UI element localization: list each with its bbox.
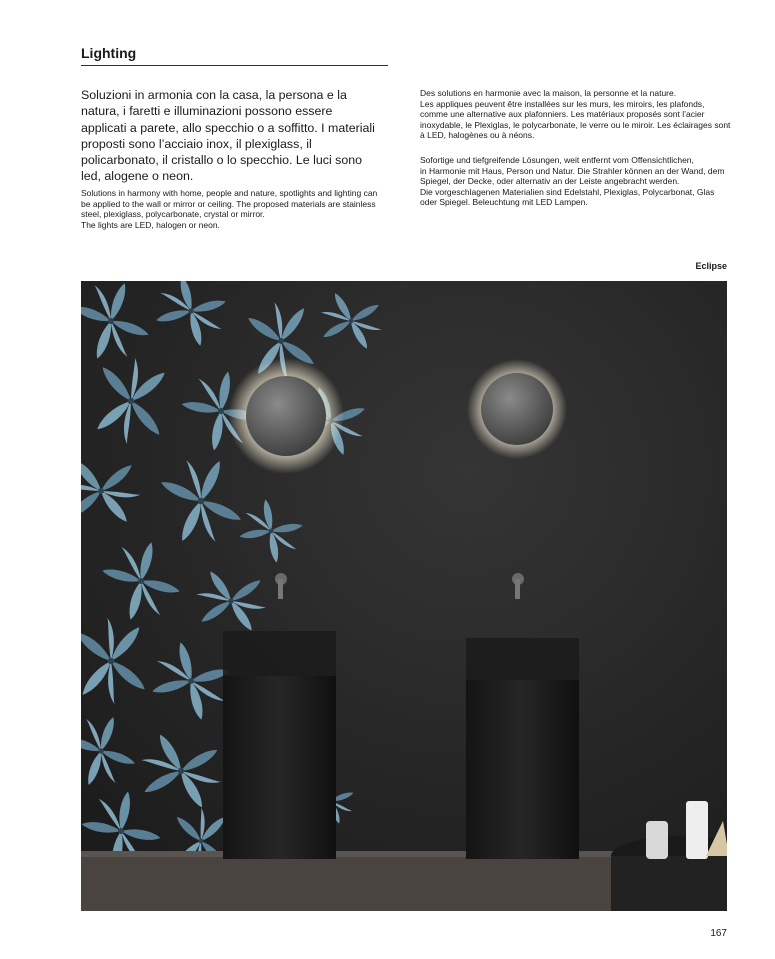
italian-paragraph: Soluzioni in armonia con la casa, la persona e la natura, i faretti e illuminazioni possono essere applicati a parete, allo specchio o a soffitto. I materiali proposti sono l’acciaio inox, il plexiglass, il policarbonato, il cristallo o lo specchio. Le luci sono led, alogene o neon. xyxy=(81,88,375,184)
wall-light-left xyxy=(228,358,344,474)
wall-texture xyxy=(81,281,727,911)
english-paragraph xyxy=(81,188,386,230)
english-line-2: The lights are LED, halogen or neon. xyxy=(81,219,220,230)
washbasin-left xyxy=(223,631,336,859)
photo-caption: Eclipse xyxy=(695,261,727,271)
german-line-3: Die vorgeschlagenen Materialien sind Edelstahl, Plexiglas, Polycarbonat, Glas oder Spiegel. Beleuchtung mit LED Lampen. xyxy=(420,186,715,208)
section-title: Lighting xyxy=(81,45,137,61)
bathroom-lighting-photo xyxy=(81,281,727,911)
french-line-2: Les appliques peuvent être installées sur les murs, les miroirs, les plafonds, comme une alternative aux plafonniers. Les matériaux proposés sont l’acier inoxydable, le Plexiglas, le polycarbonate, le verre ou le miroir. Les éclairages sont à LED, halogènes ou à néons. xyxy=(420,98,731,141)
german-paragraph xyxy=(420,155,732,208)
washbasin-right xyxy=(466,638,579,859)
side-table xyxy=(611,836,727,911)
english-line-1: Solutions in harmony with home, people and nature, spotlights and lighting can be applied to the wall or mirror or ceiling. The proposed materials are stainless steel, plexiglass, polycarbonate, crystal or mirror. xyxy=(81,188,378,220)
german-line-1: Sofortige und tiefgreifende Lösungen, weit entfernt vom Offensichtlichen, xyxy=(420,155,694,165)
page-number: 167 xyxy=(710,928,727,939)
french-line-1: Des solutions en harmonie avec la maison, la personne et la nature. xyxy=(420,88,677,98)
french-paragraph xyxy=(420,88,732,141)
title-divider xyxy=(81,65,388,66)
wall-light-right xyxy=(467,359,567,459)
german-line-2: in Harmonie mit Haus, Person und Natur. Die Strahler können an der Wand, dem Spiegel, der Decke, oder alternativ an der Leiste angebracht werden. xyxy=(420,165,725,187)
